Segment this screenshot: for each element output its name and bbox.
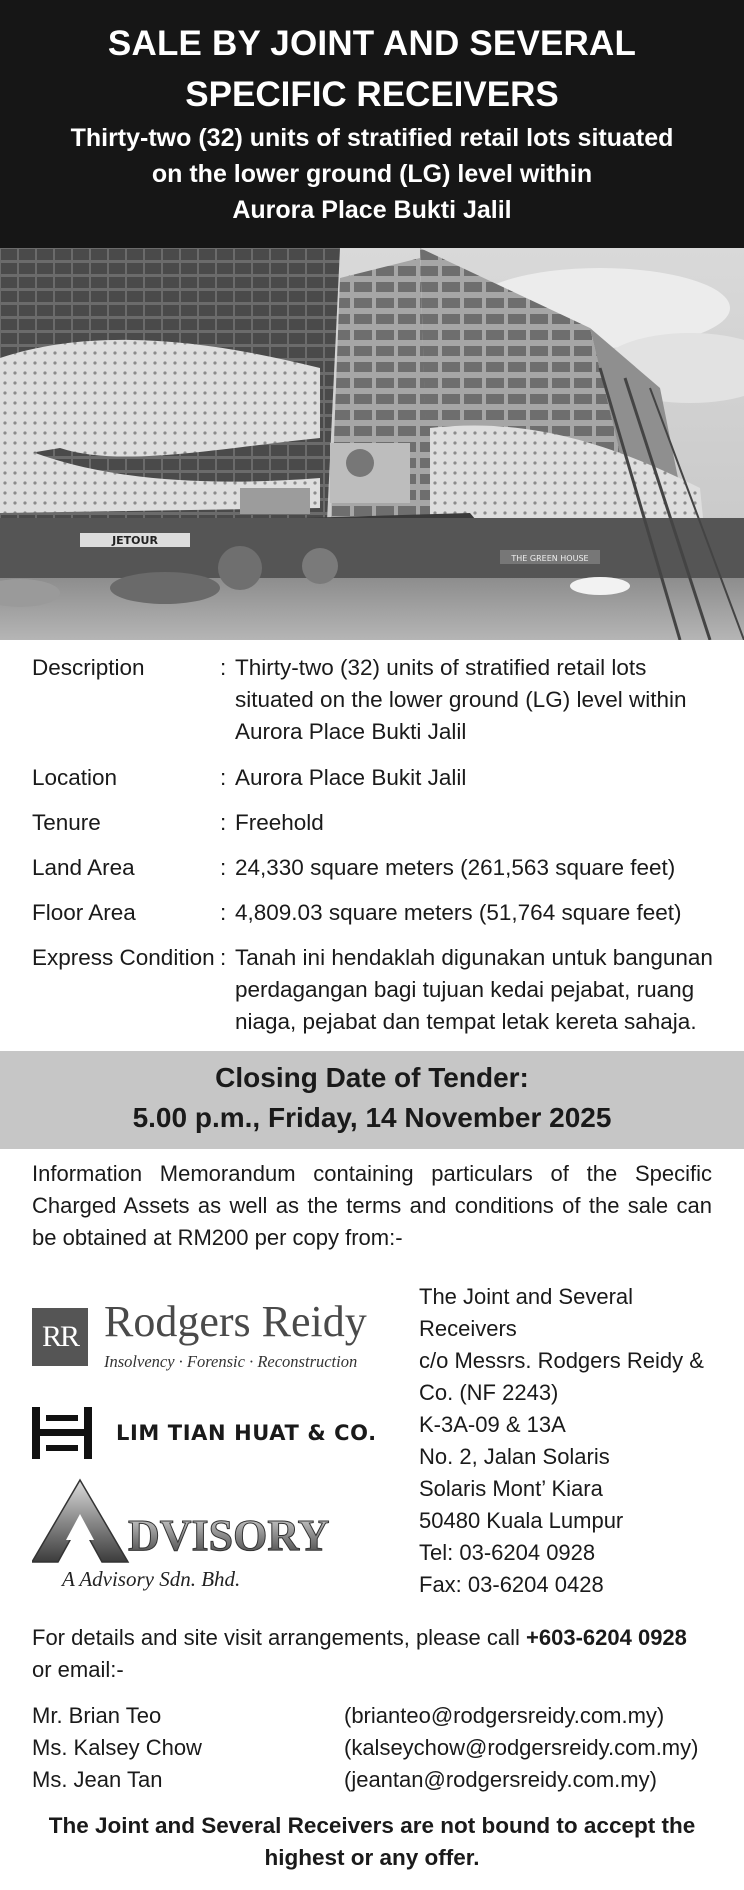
closing-heading: Closing Date of Tender: xyxy=(215,1062,529,1093)
storefront-sign-green-house: THE GREEN HOUSE xyxy=(511,554,589,563)
rr-tagline: Insolvency · Forensic · Reconstruction xyxy=(104,1352,358,1371)
detail-value xyxy=(235,652,725,748)
contact-info xyxy=(32,1622,722,1686)
detail-value: 24,330 square meters (261,563 square feet) xyxy=(235,855,676,880)
detail-value-line: Aurora Place Bukti Jalil xyxy=(235,719,467,744)
lth-name: LIM TIAN HUAT & CO. xyxy=(116,1421,377,1445)
closing-datetime: 5.00 p.m., Friday, 14 November 2025 xyxy=(132,1102,612,1133)
closing-date-band xyxy=(0,1051,744,1149)
memo-line: Information Memorandum containing particulars of the Specific xyxy=(32,1161,712,1186)
address-line: K-3A-09 & 13A xyxy=(419,1412,566,1437)
detail-label: Floor Area xyxy=(32,900,136,925)
detail-value-line: perdagangan bagi tujuan kedai pejabat, ruang xyxy=(235,977,695,1002)
person-email: (kalseychow@rodgersreidy.com.my) xyxy=(344,1735,699,1760)
detail-label: Land Area xyxy=(32,855,135,880)
person-name: Mr. Brian Teo xyxy=(32,1703,162,1728)
detail-value-line: Tanah ini hendaklah digunakan untuk bangunan xyxy=(235,945,713,970)
subtitle-line-2: on the lower ground (LG) level within xyxy=(151,160,593,188)
storefront-sign-jetour: JETOUR xyxy=(112,534,158,547)
contact-tail: or email:- xyxy=(32,1657,124,1682)
detail-value: Freehold xyxy=(235,810,324,835)
rodgers-reidy-logo xyxy=(32,1297,392,1380)
address-line: Co. (NF 2243) xyxy=(419,1380,559,1405)
memo-line: Charged Assets as well as the terms and conditions of the sale can xyxy=(32,1193,712,1218)
memo-line: be obtained at RM200 per copy from:- xyxy=(32,1225,403,1250)
advisory-wordmark: DVISORY xyxy=(128,1511,330,1560)
detail-label: Location xyxy=(32,765,118,790)
detail-colon: : xyxy=(220,855,227,880)
advisory-mark-icon xyxy=(32,1478,332,1568)
address-fax: Fax: 03-6204 0428 xyxy=(419,1572,604,1597)
rr-mark: RR xyxy=(32,1308,88,1366)
person-name: Ms. Kalsey Chow xyxy=(32,1735,202,1760)
header-banner xyxy=(0,0,744,248)
detail-colon: : xyxy=(220,655,227,680)
memorandum-note xyxy=(32,1158,712,1254)
subtitle-line-1: Thirty-two (32) units of stratified retail lots situated xyxy=(70,124,674,152)
contact-line xyxy=(32,1622,722,1654)
building-illustration xyxy=(0,248,744,640)
contact-intro: For details and site visit arrangements, please call xyxy=(32,1625,520,1650)
detail-colon: : xyxy=(220,900,227,925)
disclaimer-line: highest or any offer. xyxy=(264,1845,480,1870)
detail-value-line: Thirty-two (32) units of stratified retail lots xyxy=(235,655,647,680)
detail-label: Description xyxy=(32,655,145,680)
person-email: (jeantan@rodgersreidy.com.my) xyxy=(344,1767,657,1792)
address-line: No. 2, Jalan Solaris xyxy=(419,1444,610,1469)
title-line-1: SALE BY JOINT AND SEVERAL xyxy=(107,24,637,63)
detail-value: 4,809.03 square meters (51,764 square feet) xyxy=(235,900,682,925)
advisory-logo xyxy=(32,1478,332,1598)
detail-label: Tenure xyxy=(32,810,101,835)
detail-value xyxy=(235,942,725,1038)
detail-value-line: niaga, pejabat dan tempat letak kereta sahaja. xyxy=(235,1009,697,1034)
detail-value: Aurora Place Bukit Jalil xyxy=(235,765,467,790)
building-photo xyxy=(0,248,744,640)
disclaimer xyxy=(0,1810,744,1874)
detail-colon: : xyxy=(220,810,227,835)
advisory-company: A Advisory Sdn. Bhd. xyxy=(62,1567,241,1591)
receivers-address xyxy=(419,1281,719,1601)
detail-value-line: situated on the lower ground (LG) level within xyxy=(235,687,687,712)
address-line: 50480 Kuala Lumpur xyxy=(419,1508,624,1533)
disclaimer-line: The Joint and Several Receivers are not bound to accept the xyxy=(48,1813,696,1838)
rr-name: Rodgers Reidy xyxy=(104,1297,367,1346)
address-tel: Tel: 03-6204 0928 xyxy=(419,1540,596,1565)
person-email: (brianteo@rodgersreidy.com.my) xyxy=(344,1703,665,1728)
address-line: Solaris Mont’ Kiara xyxy=(419,1476,603,1501)
detail-label: Express Condition xyxy=(32,945,215,970)
address-line: c/o Messrs. Rodgers Reidy & xyxy=(419,1348,704,1373)
detail-colon: : xyxy=(220,945,227,970)
detail-colon: : xyxy=(220,765,227,790)
address-line: The Joint and Several xyxy=(419,1284,634,1309)
title-line-2: SPECIFIC RECEIVERS xyxy=(185,75,559,114)
contact-phone: +603-6204 0928 xyxy=(526,1625,687,1650)
lim-tian-huat-logo xyxy=(32,1405,392,1461)
lth-mark-icon xyxy=(32,1407,92,1459)
address-line: Receivers xyxy=(419,1316,517,1341)
subtitle-line-3: Aurora Place Bukti Jalil xyxy=(232,196,512,224)
person-name: Ms. Jean Tan xyxy=(32,1767,163,1792)
